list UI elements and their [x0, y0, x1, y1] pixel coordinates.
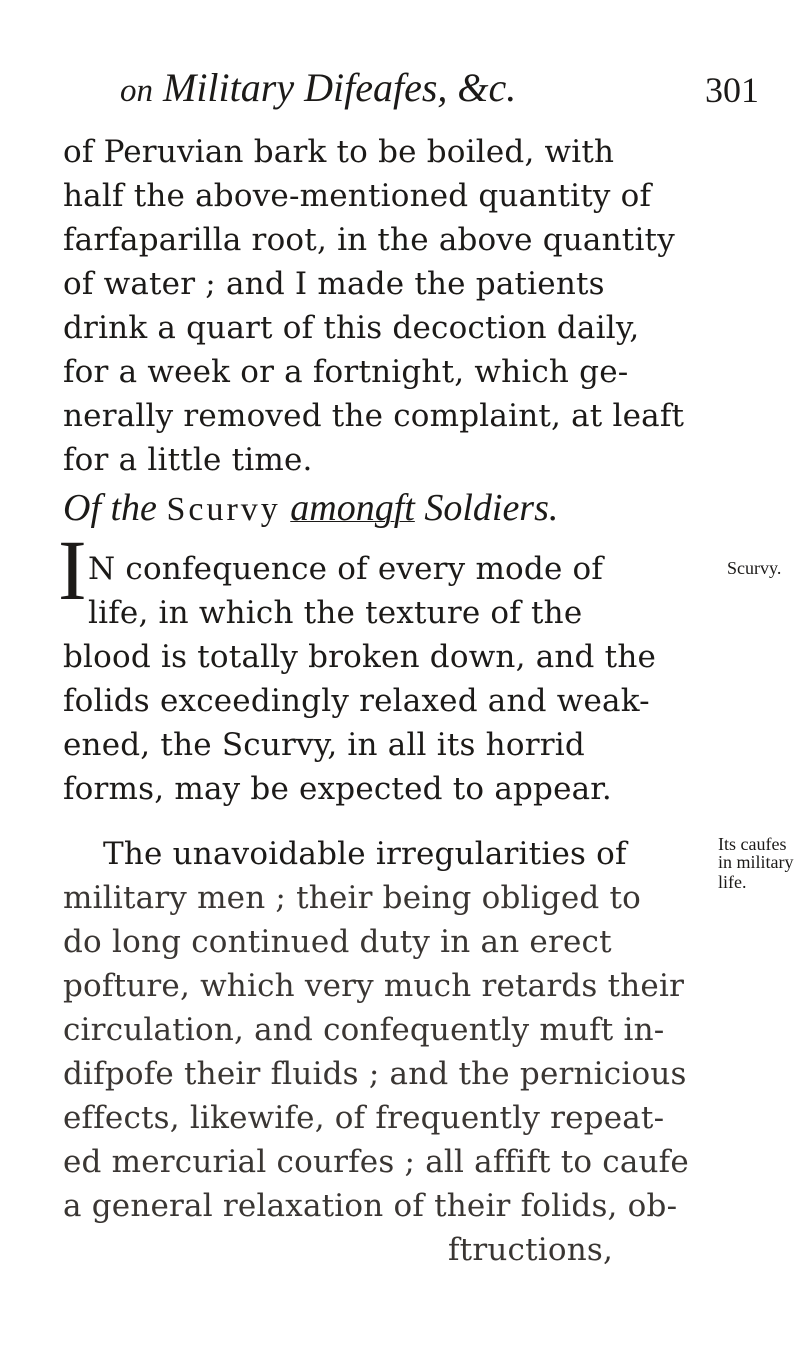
section-heading — [63, 485, 558, 533]
text-line: N confequence of every mode of — [88, 551, 604, 587]
text-line: of water ; and I made the patients — [63, 266, 605, 302]
text-line: difpofe their fluids ; and the pernicious — [63, 1056, 687, 1092]
text-line: drink a quart of this decoction daily, — [63, 310, 640, 346]
text-line: The unavoidable irregularities of — [103, 836, 627, 872]
running-head-prefix: on — [120, 73, 153, 109]
text-line: for a little time. — [63, 442, 313, 478]
text-line: military men ; their being obliged to — [63, 880, 641, 916]
text-line: effects, likewife, of frequently repeat- — [63, 1100, 665, 1136]
text-line: ened, the Scurvy, in all its horrid — [63, 727, 585, 763]
text-line: blood is totally broken down, and the — [63, 639, 657, 675]
drop-cap: I — [58, 522, 87, 618]
margin-note-causes-3: life. — [718, 872, 747, 892]
heading-of-the: Of the — [63, 487, 157, 529]
text-line: do long continued duty in an erect — [63, 924, 612, 960]
text-line: farfaparilla root, in the above quantity — [63, 222, 675, 258]
heading-amongst: amongft — [290, 487, 415, 529]
text-line: life, in which the texture of the — [88, 595, 583, 631]
text-line: of Peruvian bark to be boiled, with — [63, 134, 615, 170]
heading-scurvy: Scurvy — [166, 491, 281, 528]
text-line: circulation, and confequently muft in- — [63, 1012, 665, 1048]
text-line: half the above-mentioned quantity of — [63, 178, 652, 214]
text-line: folids exceedingly relaxed and weak- — [63, 683, 650, 719]
text-line: ed mercurial courfes ; all affift to caufe — [63, 1144, 689, 1180]
running-head — [120, 64, 516, 115]
text-line: pofture, which very much retards their — [63, 968, 685, 1004]
margin-note-causes-2: in military — [718, 852, 794, 872]
text-line: nerally removed the complaint, at leaft — [63, 398, 685, 434]
text-line: for a week or a fortnight, which ge- — [63, 354, 629, 390]
margin-note-causes-1: Its caufes — [718, 834, 787, 854]
margin-note-scurvy: Scurvy. — [727, 558, 782, 578]
running-head-title: Military Difeafes, — [163, 65, 448, 110]
text-line: forms, may be expected to appear. — [63, 771, 612, 807]
heading-soldiers: Soldiers. — [424, 487, 559, 529]
text-line: a general relaxation of their folids, ob- — [63, 1188, 678, 1224]
text-line: ftructions, — [448, 1232, 614, 1268]
running-head-etc: &c. — [457, 65, 517, 110]
page-number: 301 — [705, 70, 759, 110]
